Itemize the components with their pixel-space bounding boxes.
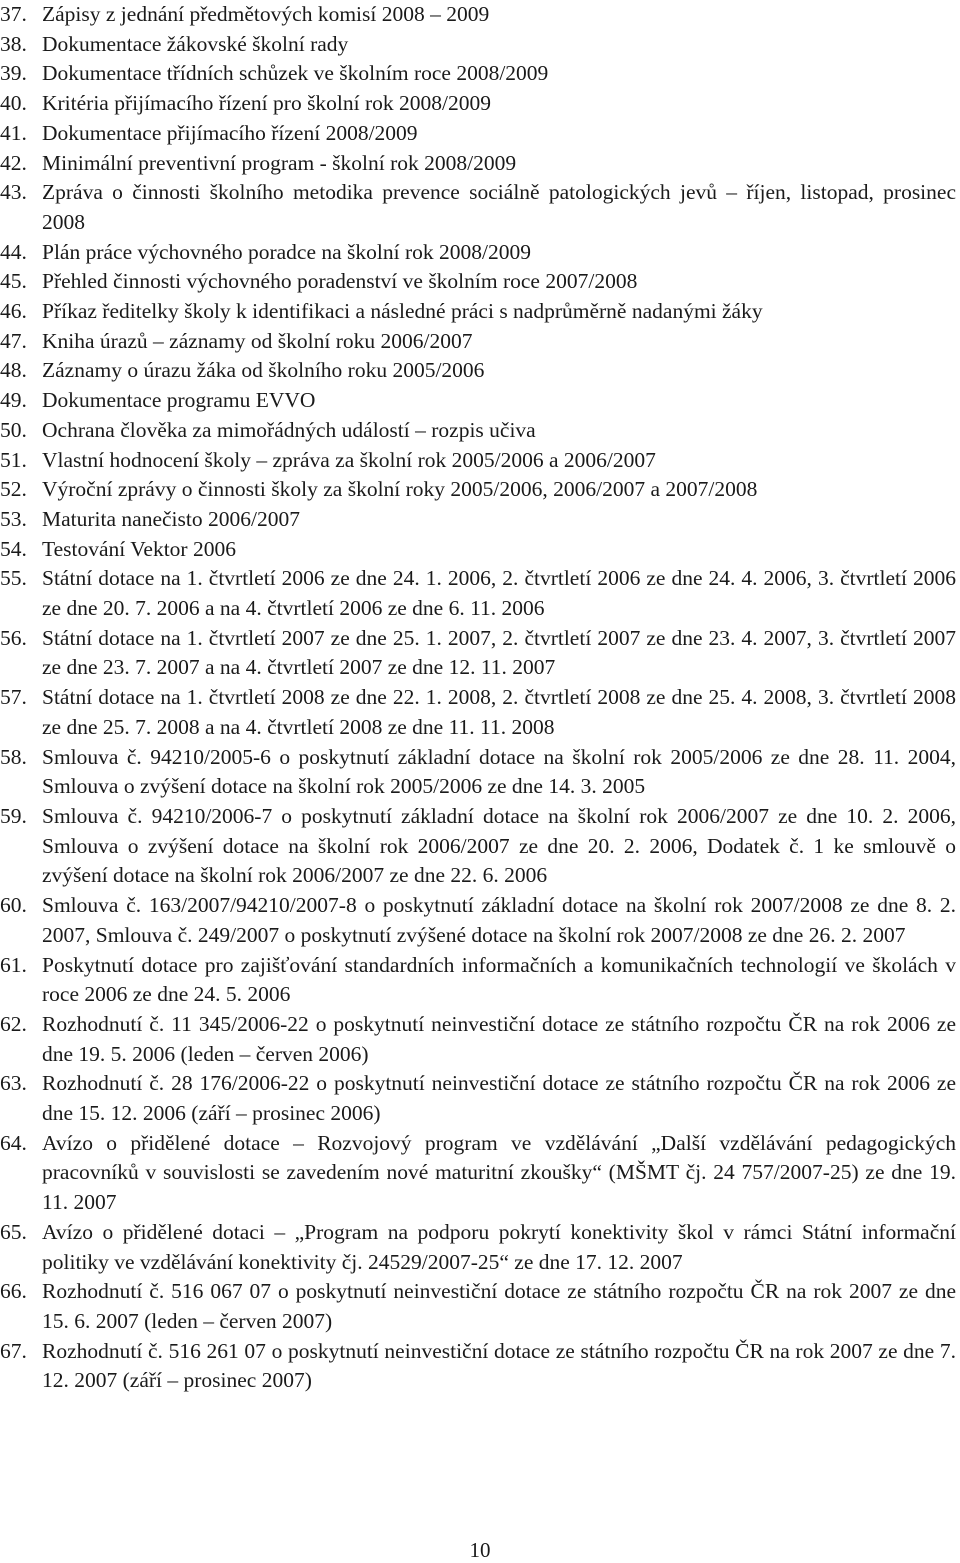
item-number: 47. — [0, 328, 27, 353]
list-item — [0, 1010, 956, 1069]
item-text: Avízo o přidělené dotace – Rozvojový program ve vzdělávání „Další vzdělávání pedagogických pracovníků v souvislosti se zavedením nové maturitní zkoušky“ (MŠMT čj. 24 757/2007-25) ze dne 19. 11. 2007 — [42, 1130, 956, 1215]
list-item — [0, 89, 956, 119]
item-text: Státní dotace na 1. čtvrtletí 2008 ze dne 22. 1. 2008, 2. čtvrtletí 2008 ze dne 25. 4. 2008, 3. čtvrtletí 2008 ze dne 25. 7. 2008 a na 4. čtvrtletí 2008 ze dne 11. 11. 2008 — [42, 685, 956, 739]
item-number: 54. — [0, 536, 27, 561]
list-item — [0, 1218, 956, 1277]
item-text: Rozhodnutí č. 516 261 07 o poskytnutí neinvestiční dotace ze státního rozpočtu ČR na rok 2007 ze dne 7. 12. 2007 (září – prosinec 2007) — [42, 1338, 956, 1393]
item-number: 50. — [0, 417, 27, 442]
item-number: 52. — [0, 477, 27, 502]
item-text: Testování Vektor 2006 — [42, 536, 236, 561]
list-item — [0, 59, 956, 89]
list-item — [0, 1277, 956, 1336]
item-number: 60. — [0, 893, 27, 918]
item-text: Smlouva č. 163/2007/94210/2007-8 o poskytnutí základní dotace na školní rok 2007/2008 ze dne 8. 2. 2007, Smlouva č. 249/2007 o poskytnutí zvýšené dotace na školní rok 2007/2008 ze dne 26. 2. 2007 — [42, 893, 956, 947]
item-number: 42. — [0, 150, 27, 175]
list-item — [0, 0, 956, 30]
item-text: Rozhodnutí č. 28 176/2006-22 o poskytnutí neinvestiční dotace ze státního rozpočtu ČR na rok 2006 ze dne 15. 12. 2006 (září – prosinec 2006) — [42, 1071, 956, 1126]
item-number: 48. — [0, 358, 27, 383]
item-text: Plán práce výchovného poradce na školní rok 2008/2009 — [42, 239, 531, 264]
item-text: Kniha úrazů – záznamy od školní roku 2006/2007 — [42, 328, 473, 353]
list-item — [0, 119, 956, 149]
item-text: Dokumentace programu EVVO — [42, 388, 316, 413]
list-item — [0, 564, 956, 623]
list-item — [0, 386, 956, 416]
list-item — [0, 149, 956, 179]
item-text: Smlouva č. 94210/2005-6 o poskytnutí základní dotace na školní rok 2005/2006 ze dne 28. 11. 2004, Smlouva o zvýšení dotace na školní rok 2005/2006 ze dne 14. 3. 2005 — [42, 744, 956, 799]
item-number: 43. — [0, 180, 27, 205]
list-item — [0, 802, 956, 891]
item-number: 61. — [0, 952, 27, 977]
item-text: Ochrana člověka za mimořádných událostí – rozpis učiva — [42, 417, 536, 442]
list-item — [0, 1069, 956, 1128]
item-number: 67. — [0, 1338, 27, 1363]
list-item — [0, 1337, 956, 1396]
list-item — [0, 416, 956, 446]
item-number: 63. — [0, 1071, 27, 1096]
list-item — [0, 891, 956, 950]
list-item — [0, 178, 956, 237]
list-item — [0, 624, 956, 683]
item-text: Záznamy o úrazu žáka od školního roku 2005/2006 — [42, 358, 485, 383]
item-number: 51. — [0, 447, 27, 472]
item-text: Rozhodnutí č. 516 067 07 o poskytnutí neinvestiční dotace ze státního rozpočtu ČR na rok 2007 ze dne 15. 6. 2007 (leden – červen 2007) — [42, 1279, 956, 1333]
item-text: Zápisy z jednání předmětových komisí 2008 – 2009 — [42, 2, 490, 26]
item-text: Výroční zprávy o činnosti školy za školní roky 2005/2006, 2006/2007 a 2007/2008 — [42, 477, 758, 502]
list-item — [0, 951, 956, 1010]
item-text: Rozhodnutí č. 11 345/2006-22 o poskytnutí neinvestiční dotace ze státního rozpočtu ČR na rok 2006 ze dne 19. 5. 2006 (leden – červen 2006) — [42, 1011, 956, 1066]
item-number: 64. — [0, 1130, 27, 1155]
item-number: 53. — [0, 506, 27, 531]
list-item — [0, 238, 956, 268]
item-text: Kritéria přijímacího řízení pro školní rok 2008/2009 — [42, 91, 492, 116]
item-number: 39. — [0, 61, 27, 86]
item-text: Státní dotace na 1. čtvrtletí 2006 ze dne 24. 1. 2006, 2. čtvrtletí 2006 ze dne 24. 4. 2006, 3. čtvrtletí 2006 ze dne 20. 7. 2006 a na 4. čtvrtletí 2006 ze dne 6. 11. 2006 — [42, 566, 956, 621]
list-item — [0, 505, 956, 535]
item-text: Příkaz ředitelky školy k identifikaci a následné práci s nadprůměrně nadanými žáky — [42, 299, 763, 324]
item-text: Dokumentace žákovské školní rady — [42, 31, 349, 56]
item-text: Přehled činnosti výchovného poradenství ve školním roce 2007/2008 — [42, 269, 638, 294]
list-item — [0, 446, 956, 476]
list-item — [0, 356, 956, 386]
item-number: 56. — [0, 625, 27, 650]
item-number: 46. — [0, 299, 27, 324]
item-number: 58. — [0, 744, 27, 769]
item-number: 49. — [0, 388, 27, 413]
item-number: 55. — [0, 566, 27, 591]
page-number: 10 — [469, 1538, 491, 1562]
item-number: 66. — [0, 1279, 27, 1304]
item-number: 62. — [0, 1011, 27, 1036]
item-text: Vlastní hodnocení školy – zpráva za školní rok 2005/2006 a 2006/2007 — [42, 447, 656, 472]
item-text: Avízo o přidělené dotaci – „Program na podporu pokrytí konektivity škol v rámci Státní informační politiky ve vzdělávání konektivity čj. 24529/2007-25“ ze dne 17. 12. 2007 — [42, 1219, 956, 1274]
item-number: 45. — [0, 269, 27, 294]
list-item — [0, 535, 956, 565]
list-item — [0, 743, 956, 802]
item-number: 57. — [0, 685, 27, 710]
item-number: 44. — [0, 239, 27, 264]
item-number: 38. — [0, 31, 27, 56]
item-text: Minimální preventivní program - školní rok 2008/2009 — [42, 150, 517, 175]
item-number: 37. — [0, 2, 27, 26]
item-text: Maturita nanečisto 2006/2007 — [42, 506, 300, 531]
list-item — [0, 683, 956, 742]
item-text: Dokumentace přijímacího řízení 2008/2009 — [42, 120, 418, 145]
list-item — [0, 297, 956, 327]
item-number: 41. — [0, 120, 27, 145]
item-number: 65. — [0, 1219, 27, 1244]
list-item — [0, 1129, 956, 1218]
list-item — [0, 475, 956, 505]
list-item — [0, 327, 956, 357]
list-item — [0, 267, 956, 297]
item-text: Dokumentace třídních schůzek ve školním roce 2008/2009 — [42, 61, 549, 86]
list-item — [0, 30, 956, 60]
item-number: 40. — [0, 91, 27, 116]
item-text: Státní dotace na 1. čtvrtletí 2007 ze dne 25. 1. 2007, 2. čtvrtletí 2007 ze dne 23. 4. 2007, 3. čtvrtletí 2007 ze dne 23. 7. 2007 a na 4. čtvrtletí 2007 ze dne 12. 11. 2007 — [42, 625, 956, 680]
item-text: Zpráva o činnosti školního metodika prevence sociálně patologických jevů – říjen, listopad, prosinec 2008 — [42, 180, 956, 234]
item-text: Smlouva č. 94210/2006-7 o poskytnutí základní dotace na školní rok 2006/2007 ze dne 10. 2. 2006, Smlouva o zvýšení dotace na školní rok 2006/2007 ze dne 20. 2. 2006, Dodatek č. 1 ke smlouvě o zvýšení dotace na školní rok 2006/2007 ze dne 22. 6. 2006 — [42, 803, 956, 888]
item-number: 59. — [0, 803, 27, 828]
item-text: Poskytnutí dotace pro zajišťování standardních informačních a komunikačních technologií ve školách v roce 2006 ze dne 24. 5. 2006 — [42, 952, 956, 1007]
